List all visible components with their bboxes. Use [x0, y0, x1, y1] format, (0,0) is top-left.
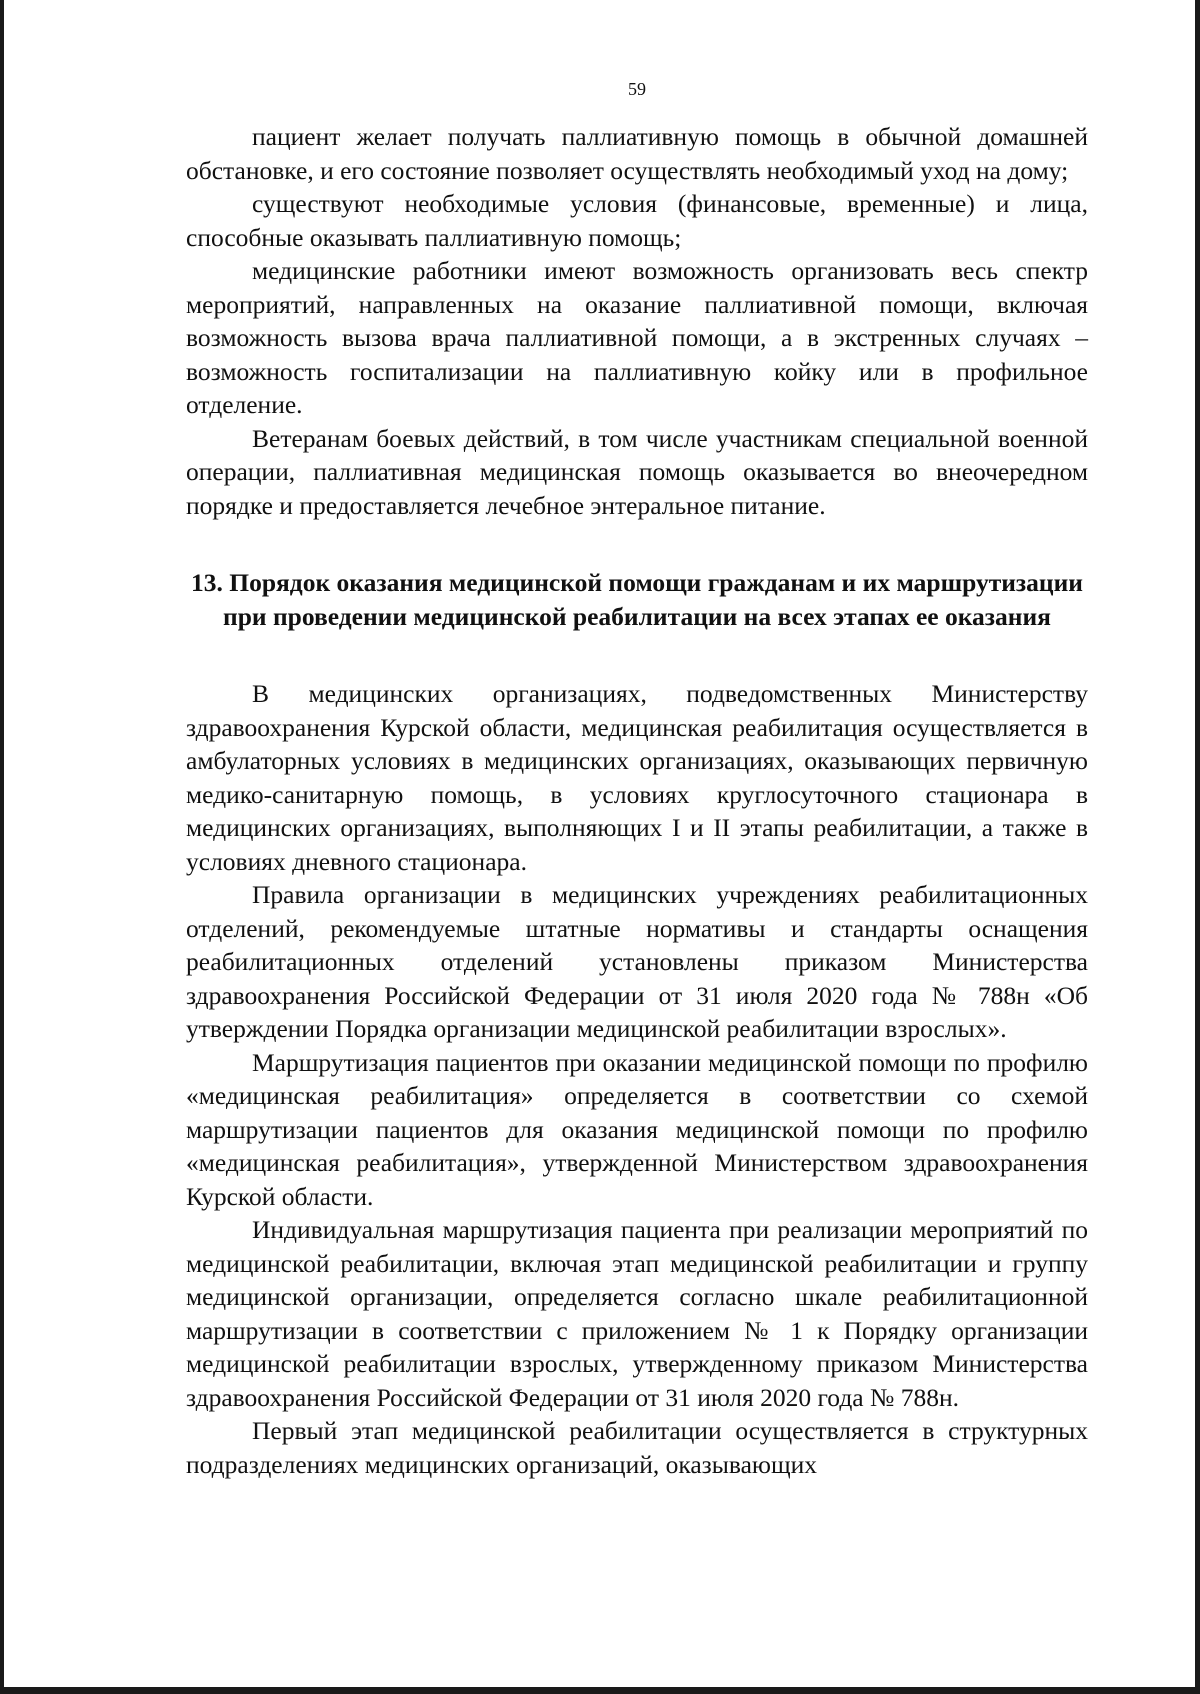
scan-border-bottom	[0, 1687, 1200, 1694]
paragraph: В медицинских организациях, подведомственных Министерству здравоохранения Курской области, медицинская реабилитация осуществляется в амбулаторных условиях в медицинских организациях, оказывающих первичную медико-санитарную помощь, в условиях круглосуточного стационара в медицинских организациях, выполняющих I и II этапы реабилитации, а также в условиях дневного стационара.	[186, 679, 1088, 876]
paragraph: существуют необходимые условия (финансовые, временные) и лица, способные оказывать паллиативную помощь;	[186, 189, 1088, 252]
paragraph: Первый этап медицинской реабилитации осуществляется в структурных подразделениях медицинских организаций, оказывающих	[186, 1416, 1088, 1479]
paragraph: медицинские работники имеют возможность организовать весь спектр мероприятий, направленных на оказание паллиативной помощи, включая возможность вызова врача паллиативной помощи, а в экстренных случаях – возможность госпитализации на паллиативную койку или в профильное отделение.	[186, 256, 1088, 419]
paragraph: Маршрутизация пациентов при оказании медицинской помощи по профилю «медицинская реабилитация» определяется в соответствии со схемой маршрутизации пациентов для оказания медицинской помощи по профилю «медицинская реабилитация», утвержденной Министерством здравоохранения Курской области.	[186, 1047, 1088, 1211]
page-number: 59	[628, 79, 646, 99]
scan-border-left	[0, 0, 4, 1694]
scan-border-right	[1195, 0, 1200, 1694]
paragraph: пациент желает получать паллиативную помощь в обычной домашней обстановке, и его состояние позволяет осуществлять необходимый уход на дому;	[186, 122, 1088, 185]
section-heading: 13. Порядок оказания медицинской помощи гражданам и их маршрутизации при проведении медицинской реабилитации на всех этапах ее оказания	[190, 568, 1083, 631]
paragraph: Правила организации в медицинских учреждениях реабилитационных отделений, рекомендуемые штатные нормативы и стандарты оснащения реабилитационных отделений установлены приказом Министерства здравоохранения Российской Федерации от 31 июля 2020 года № 788н «Об утверждении Порядка организации медицинской реабилитации взрослых».	[186, 880, 1088, 1043]
document-page	[186, 78, 1088, 1481]
paragraph: Ветеранам боевых действий, в том числе участникам специальной военной операции, паллиативная медицинская помощь оказывается во внеочередном порядке и предоставляется лечебное энтеральное питание.	[186, 423, 1088, 520]
paragraph: Индивидуальная маршрутизация пациента при реализации мероприятий по медицинской реабилитации, включая этап медицинской реабилитации и группу медицинской организации, определяется согласно шкале реабилитационной маршрутизации в соответствии с приложением № 1 к Порядку организации медицинской реабилитации взрослых, утвержденному приказом Министерства здравоохранения Российской Федерации от 31 июля 2020 года № 788н.	[186, 1215, 1088, 1412]
